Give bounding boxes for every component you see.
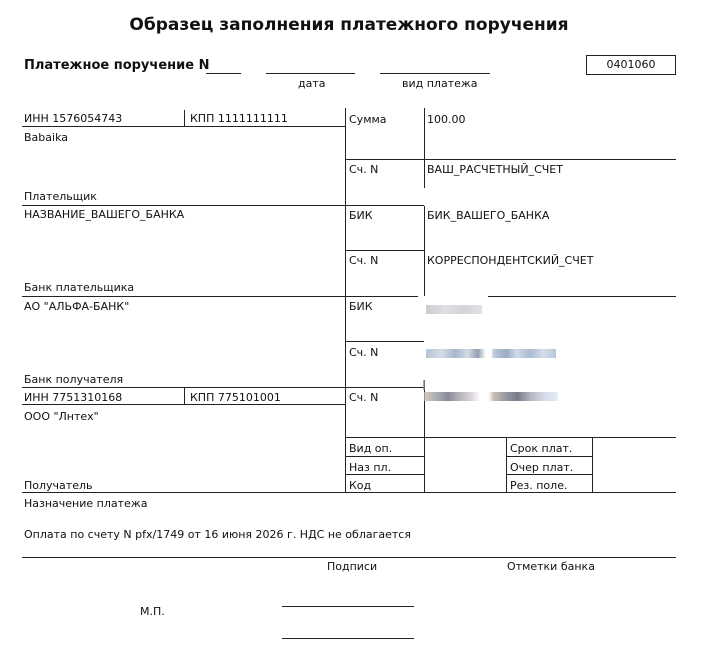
recipient-bik-label: БИК	[349, 300, 373, 313]
grid-line	[506, 437, 507, 492]
recipient-name: ООО "Лнтех"	[24, 410, 99, 423]
reserve-label: Рез. поле.	[510, 479, 568, 492]
grid-line	[22, 205, 424, 206]
date-line	[266, 73, 355, 74]
grid-line	[345, 159, 676, 160]
purpose-label: Назначение платежа	[24, 497, 148, 510]
grid-line	[345, 341, 424, 342]
payer-inn: ИНН 1576054743	[24, 112, 123, 125]
due-date-label: Срок плат.	[510, 442, 573, 455]
recipient-kpp: КПП 775101001	[190, 391, 281, 404]
recipient-bank-account-label: Сч. N	[349, 346, 379, 359]
payment-type-line	[380, 73, 490, 74]
grid-line	[22, 126, 345, 127]
grid-line	[592, 437, 593, 492]
payer-bank-name: НАЗВАНИЕ_ВАШЕГО_БАНКА	[24, 208, 185, 221]
grid-line	[345, 474, 424, 475]
grid-line	[345, 437, 676, 438]
recipient-inn: ИНН 7751310168	[24, 391, 123, 404]
recipient-bank-label: Банк получателя	[24, 373, 124, 386]
order-label: Очер плат.	[510, 461, 574, 474]
grid-line	[506, 456, 592, 457]
account-value: ВАШ_РАСЧЕТНЫЙ_СЧЕТ	[427, 163, 563, 176]
grid-line	[424, 206, 425, 296]
payer-label: Плательщик	[24, 190, 97, 203]
date-label: дата	[298, 77, 326, 90]
payer-bik-value: БИК_ВАШЕГО_БАНКА	[427, 209, 550, 222]
op-type-label: Вид оп.	[349, 442, 393, 455]
signature-line-2	[282, 638, 414, 639]
page-title: Образец заполнения платежного поручения	[129, 15, 569, 35]
grid-line	[345, 250, 424, 251]
grid-line	[506, 474, 592, 475]
grid-line	[22, 404, 345, 405]
account-label: Сч. N	[349, 163, 379, 176]
doc-label: Платежное поручение N	[24, 58, 210, 73]
signature-line-1	[282, 606, 414, 607]
recipient-account-label: Сч. N	[349, 391, 379, 404]
purpose-code-label: Наз пл.	[349, 461, 392, 474]
purpose-text: Оплата по счету N pfx/1749 от 16 июня 2026 г. НДС не облагается	[24, 528, 411, 541]
grid-line	[184, 110, 185, 126]
grid-line	[345, 108, 346, 492]
grid-line	[184, 387, 185, 404]
recipient-bank-name: АО "АЛЬФА-БАНК"	[24, 300, 130, 313]
footer-divider	[22, 557, 676, 558]
amount-value: 100.00	[427, 113, 466, 126]
payer-bik-label: БИК	[349, 209, 373, 222]
corr-account-value: КОРРЕСПОНДЕНТСКИЙ_СЧЕТ	[427, 254, 594, 267]
recipient-label: Получатель	[24, 479, 93, 492]
signatures-label: Подписи	[327, 560, 378, 573]
grid-line	[22, 492, 676, 493]
grid-line	[22, 296, 418, 297]
payer-name: Babaika	[24, 131, 68, 144]
payment-type-label: вид платежа	[402, 77, 478, 90]
grid-line	[424, 108, 425, 188]
code-label: Код	[349, 479, 372, 492]
grid-line	[488, 296, 676, 297]
amount-label: Сумма	[349, 113, 387, 126]
payer-kpp: КПП 1111111111	[190, 112, 288, 125]
bank-marks-label: Отметки банка	[507, 560, 595, 573]
doc-number-line	[206, 73, 241, 74]
grid-line	[345, 456, 424, 457]
grid-line	[22, 387, 424, 388]
form-code-box: 0401060	[586, 55, 676, 75]
payer-bank-label: Банк плательщика	[24, 281, 135, 294]
stamp-label: М.П.	[140, 605, 165, 618]
corr-account-label: Сч. N	[349, 254, 379, 267]
